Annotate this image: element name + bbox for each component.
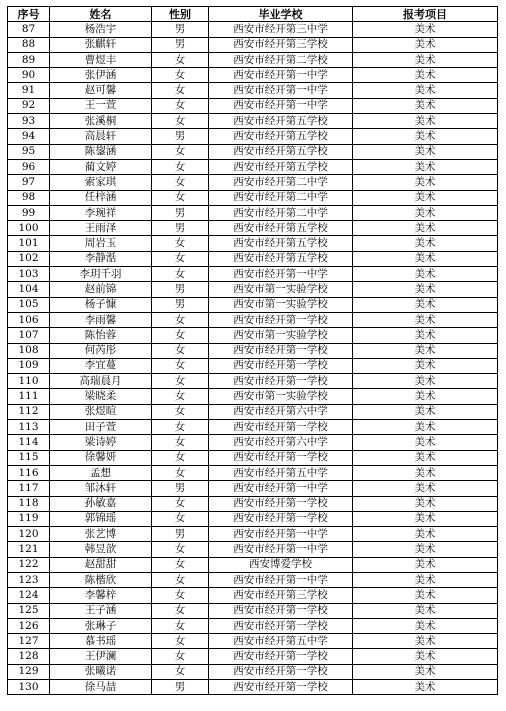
cell-subject: 美术 [353, 251, 498, 266]
cell-subject: 美术 [353, 389, 498, 404]
table-row [8, 343, 498, 358]
table-row [8, 114, 498, 129]
cell-name: 张麒轩 [50, 37, 152, 52]
cell-gender: 女 [152, 649, 209, 664]
cell-name: 张曦诺 [50, 664, 152, 679]
cell-subject: 美术 [353, 98, 498, 113]
table-row [8, 190, 498, 205]
cell-name: 李静湉 [50, 251, 152, 266]
cell-school: 西安市第一实验学校 [209, 389, 353, 404]
table-row [8, 618, 498, 633]
cell-index: 111 [8, 389, 50, 404]
cell-name: 李馨梓 [50, 588, 152, 603]
cell-subject: 美术 [353, 527, 498, 542]
cell-subject: 美术 [353, 603, 498, 618]
cell-name: 田子萱 [50, 420, 152, 435]
cell-name: 李玥千羽 [50, 267, 152, 282]
cell-subject: 美术 [353, 37, 498, 52]
cell-index: 122 [8, 557, 50, 572]
cell-school: 西安市经开第一学校 [209, 618, 353, 633]
cell-school: 西安市经开第五学校 [209, 144, 353, 159]
cell-gender: 女 [152, 557, 209, 572]
cell-gender: 女 [152, 52, 209, 67]
cell-index: 128 [8, 649, 50, 664]
cell-name: 王子涵 [50, 603, 152, 618]
table-row [8, 649, 498, 664]
cell-school: 西安市经开第一中学 [209, 542, 353, 557]
cell-name: 张琳子 [50, 618, 152, 633]
cell-name: 李雨馨 [50, 312, 152, 327]
cell-school: 西安市经开第五中学 [209, 465, 353, 480]
table-row [8, 664, 498, 679]
table-body [8, 22, 498, 695]
cell-index: 121 [8, 542, 50, 557]
cell-school: 西安市经开第一学校 [209, 312, 353, 327]
cell-gender: 女 [152, 98, 209, 113]
cell-name: 曹煜丰 [50, 52, 152, 67]
cell-school: 西安市经开第三中学 [209, 22, 353, 37]
cell-name: 杨子慷 [50, 297, 152, 312]
cell-gender: 女 [152, 420, 209, 435]
cell-school: 西安市经开第三学校 [209, 37, 353, 52]
cell-gender: 女 [152, 190, 209, 205]
cell-school: 西安博爱学校 [209, 557, 353, 572]
table-row [8, 511, 498, 526]
cell-name: 张伊涵 [50, 68, 152, 83]
table-row [8, 68, 498, 83]
cell-name: 陈楷欣 [50, 572, 152, 587]
cell-subject: 美术 [353, 511, 498, 526]
cell-gender: 女 [152, 389, 209, 404]
cell-index: 102 [8, 251, 50, 266]
cell-gender: 男 [152, 297, 209, 312]
cell-gender: 女 [152, 267, 209, 282]
cell-subject: 美术 [353, 205, 498, 220]
cell-school: 西安市经开第五学校 [209, 159, 353, 174]
cell-subject: 美术 [353, 114, 498, 129]
cell-name: 高晨轩 [50, 129, 152, 144]
cell-subject: 美术 [353, 680, 498, 695]
student-list-sheet [7, 6, 497, 695]
cell-subject: 美术 [353, 634, 498, 649]
cell-school: 西安市经开第六中学 [209, 435, 353, 450]
cell-school: 西安市经开第五学校 [209, 114, 353, 129]
cell-gender: 男 [152, 205, 209, 220]
cell-gender: 女 [152, 450, 209, 465]
cell-name: 慕书瑶 [50, 634, 152, 649]
table-row [8, 527, 498, 542]
cell-school: 西安市第一实验学校 [209, 282, 353, 297]
cell-name: 王雨泽 [50, 221, 152, 236]
cell-index: 96 [8, 159, 50, 174]
cell-index: 109 [8, 358, 50, 373]
cell-subject: 美术 [353, 557, 498, 572]
cell-gender: 女 [152, 251, 209, 266]
cell-name: 王一萱 [50, 98, 152, 113]
cell-school: 西安市经开第六中学 [209, 404, 353, 419]
cell-name: 陈怡蓉 [50, 328, 152, 343]
table-row [8, 312, 498, 327]
cell-index: 91 [8, 83, 50, 98]
header-gender: 性别 [152, 7, 209, 22]
cell-subject: 美术 [353, 83, 498, 98]
cell-subject: 美术 [353, 450, 498, 465]
header-school: 毕业学校 [209, 7, 353, 22]
cell-name: 陈鋆涵 [50, 144, 152, 159]
table-row [8, 251, 498, 266]
cell-gender: 男 [152, 680, 209, 695]
student-table [7, 6, 498, 695]
header-index: 序号 [8, 7, 50, 22]
cell-name: 赵甜甜 [50, 557, 152, 572]
table-row [8, 37, 498, 52]
cell-index: 92 [8, 98, 50, 113]
cell-index: 117 [8, 481, 50, 496]
cell-subject: 美术 [353, 221, 498, 236]
cell-school: 西安市经开第一学校 [209, 680, 353, 695]
cell-index: 103 [8, 267, 50, 282]
table-row [8, 328, 498, 343]
cell-subject: 美术 [353, 175, 498, 190]
cell-gender: 女 [152, 159, 209, 174]
cell-gender: 男 [152, 282, 209, 297]
cell-subject: 美术 [353, 282, 498, 297]
cell-subject: 美术 [353, 664, 498, 679]
cell-subject: 美术 [353, 312, 498, 327]
cell-index: 94 [8, 129, 50, 144]
cell-index: 127 [8, 634, 50, 649]
cell-school: 西安市经开第一中学 [209, 98, 353, 113]
cell-index: 97 [8, 175, 50, 190]
cell-gender: 女 [152, 343, 209, 358]
cell-name: 李宜蔓 [50, 358, 152, 373]
cell-school: 西安市经开第一学校 [209, 420, 353, 435]
cell-index: 93 [8, 114, 50, 129]
table-row [8, 221, 498, 236]
cell-name: 张艺博 [50, 527, 152, 542]
table-row [8, 297, 498, 312]
cell-gender: 女 [152, 511, 209, 526]
cell-gender: 女 [152, 374, 209, 389]
cell-subject: 美术 [353, 297, 498, 312]
cell-school: 西安市经开第一学校 [209, 450, 353, 465]
cell-school: 西安市经开第二学校 [209, 52, 353, 67]
cell-name: 梁晓柔 [50, 389, 152, 404]
cell-name: 高瑞晨月 [50, 374, 152, 389]
cell-index: 129 [8, 664, 50, 679]
cell-school: 西安市经开第一学校 [209, 496, 353, 511]
cell-name: 王伊澜 [50, 649, 152, 664]
cell-name: 韩昱歆 [50, 542, 152, 557]
table-row [8, 374, 498, 389]
table-row [8, 98, 498, 113]
cell-subject: 美术 [353, 465, 498, 480]
table-row [8, 83, 498, 98]
cell-subject: 美术 [353, 52, 498, 67]
cell-school: 西安市经开第五学校 [209, 129, 353, 144]
cell-school: 西安市经开第一中学 [209, 267, 353, 282]
table-row [8, 129, 498, 144]
table-row [8, 420, 498, 435]
cell-gender: 男 [152, 527, 209, 542]
cell-index: 101 [8, 236, 50, 251]
cell-subject: 美术 [353, 22, 498, 37]
cell-index: 106 [8, 312, 50, 327]
table-row [8, 205, 498, 220]
cell-subject: 美术 [353, 190, 498, 205]
table-row [8, 496, 498, 511]
cell-school: 西安市经开第二中学 [209, 190, 353, 205]
cell-index: 113 [8, 420, 50, 435]
table-row [8, 588, 498, 603]
cell-school: 西安市经开第一学校 [209, 603, 353, 618]
cell-index: 87 [8, 22, 50, 37]
cell-school: 西安市经开第一中学 [209, 572, 353, 587]
cell-school: 西安市经开第五学校 [209, 221, 353, 236]
cell-name: 何芮彤 [50, 343, 152, 358]
cell-index: 120 [8, 527, 50, 542]
cell-school: 西安市经开第一学校 [209, 664, 353, 679]
cell-subject: 美术 [353, 328, 498, 343]
cell-subject: 美术 [353, 343, 498, 358]
cell-gender: 男 [152, 129, 209, 144]
cell-name: 张煜暄 [50, 404, 152, 419]
cell-index: 119 [8, 511, 50, 526]
cell-school: 西安市经开第五学校 [209, 236, 353, 251]
cell-school: 西安市第一实验学校 [209, 297, 353, 312]
cell-subject: 美术 [353, 542, 498, 557]
table-row [8, 358, 498, 373]
table-row [8, 634, 498, 649]
cell-subject: 美术 [353, 435, 498, 450]
cell-gender: 女 [152, 312, 209, 327]
table-row [8, 435, 498, 450]
cell-index: 114 [8, 435, 50, 450]
cell-gender: 男 [152, 22, 209, 37]
cell-school: 西安市第一实验学校 [209, 328, 353, 343]
cell-subject: 美术 [353, 588, 498, 603]
cell-name: 梁诗婷 [50, 435, 152, 450]
table-row [8, 236, 498, 251]
cell-school: 西安市经开第一中学 [209, 481, 353, 496]
table-row [8, 572, 498, 587]
cell-name: 李琬祥 [50, 205, 152, 220]
cell-subject: 美术 [353, 618, 498, 633]
cell-name: 蔺文婷 [50, 159, 152, 174]
table-header-row [8, 7, 498, 22]
table-row [8, 542, 498, 557]
cell-subject: 美术 [353, 496, 498, 511]
cell-school: 西安市经开第一中学 [209, 527, 353, 542]
cell-subject: 美术 [353, 236, 498, 251]
cell-index: 95 [8, 144, 50, 159]
table-row [8, 557, 498, 572]
table-row [8, 267, 498, 282]
cell-gender: 女 [152, 588, 209, 603]
cell-subject: 美术 [353, 358, 498, 373]
cell-name: 周岩玉 [50, 236, 152, 251]
cell-gender: 女 [152, 634, 209, 649]
cell-name: 郭锦瑶 [50, 511, 152, 526]
cell-subject: 美术 [353, 68, 498, 83]
cell-school: 西安市经开第一学校 [209, 374, 353, 389]
cell-gender: 女 [152, 358, 209, 373]
cell-gender: 女 [152, 328, 209, 343]
cell-index: 89 [8, 52, 50, 67]
cell-name: 张溪桐 [50, 114, 152, 129]
cell-school: 西安市经开第五学校 [209, 251, 353, 266]
table-row [8, 175, 498, 190]
cell-index: 107 [8, 328, 50, 343]
table-row [8, 481, 498, 496]
table-row [8, 22, 498, 37]
cell-name: 徐马喆 [50, 680, 152, 695]
cell-subject: 美术 [353, 144, 498, 159]
cell-index: 99 [8, 205, 50, 220]
cell-school: 西安市经开第一学校 [209, 511, 353, 526]
cell-school: 西安市经开第一中学 [209, 68, 353, 83]
cell-index: 112 [8, 404, 50, 419]
cell-gender: 女 [152, 496, 209, 511]
table-row [8, 603, 498, 618]
table-row [8, 465, 498, 480]
header-subject: 报考项目 [353, 7, 498, 22]
cell-subject: 美术 [353, 404, 498, 419]
cell-gender: 女 [152, 83, 209, 98]
cell-school: 西安市经开第一学校 [209, 649, 353, 664]
cell-subject: 美术 [353, 420, 498, 435]
cell-gender: 女 [152, 664, 209, 679]
cell-school: 西安市经开第一中学 [209, 83, 353, 98]
cell-index: 118 [8, 496, 50, 511]
cell-school: 西安市经开第三学校 [209, 588, 353, 603]
cell-gender: 女 [152, 68, 209, 83]
cell-subject: 美术 [353, 159, 498, 174]
cell-gender: 女 [152, 572, 209, 587]
cell-index: 98 [8, 190, 50, 205]
table-row [8, 389, 498, 404]
table-row [8, 159, 498, 174]
cell-gender: 女 [152, 465, 209, 480]
cell-gender: 男 [152, 221, 209, 236]
cell-index: 126 [8, 618, 50, 633]
cell-index: 105 [8, 297, 50, 312]
cell-name: 邹沐轩 [50, 481, 152, 496]
cell-school: 西安市经开第五中学 [209, 634, 353, 649]
cell-gender: 女 [152, 618, 209, 633]
cell-subject: 美术 [353, 129, 498, 144]
cell-index: 116 [8, 465, 50, 480]
cell-school: 西安市经开第一学校 [209, 343, 353, 358]
cell-gender: 女 [152, 114, 209, 129]
cell-subject: 美术 [353, 267, 498, 282]
cell-subject: 美术 [353, 572, 498, 587]
cell-name: 杨浩宇 [50, 22, 152, 37]
header-name: 姓名 [50, 7, 152, 22]
cell-gender: 男 [152, 37, 209, 52]
cell-index: 108 [8, 343, 50, 358]
cell-gender: 女 [152, 435, 209, 450]
cell-index: 124 [8, 588, 50, 603]
cell-index: 115 [8, 450, 50, 465]
cell-name: 孙敏嘉 [50, 496, 152, 511]
table-row [8, 282, 498, 297]
cell-name: 任梓涵 [50, 190, 152, 205]
table-row [8, 680, 498, 695]
cell-gender: 女 [152, 144, 209, 159]
cell-gender: 女 [152, 236, 209, 251]
cell-school: 西安市经开第二中学 [209, 205, 353, 220]
cell-index: 90 [8, 68, 50, 83]
cell-name: 徐馨妍 [50, 450, 152, 465]
cell-gender: 女 [152, 603, 209, 618]
cell-name: 孟想 [50, 465, 152, 480]
cell-index: 125 [8, 603, 50, 618]
cell-index: 110 [8, 374, 50, 389]
cell-subject: 美术 [353, 649, 498, 664]
cell-index: 130 [8, 680, 50, 695]
cell-gender: 女 [152, 542, 209, 557]
table-row [8, 52, 498, 67]
table-row [8, 404, 498, 419]
table-row [8, 450, 498, 465]
cell-index: 123 [8, 572, 50, 587]
cell-name: 索家琪 [50, 175, 152, 190]
cell-index: 100 [8, 221, 50, 236]
cell-gender: 男 [152, 481, 209, 496]
cell-name: 赵可馨 [50, 83, 152, 98]
cell-index: 88 [8, 37, 50, 52]
cell-subject: 美术 [353, 374, 498, 389]
cell-gender: 女 [152, 175, 209, 190]
cell-gender: 女 [152, 404, 209, 419]
cell-subject: 美术 [353, 481, 498, 496]
cell-school: 西安市经开第二中学 [209, 175, 353, 190]
cell-school: 西安市经开第一学校 [209, 358, 353, 373]
table-row [8, 144, 498, 159]
cell-index: 104 [8, 282, 50, 297]
cell-name: 赵前锦 [50, 282, 152, 297]
